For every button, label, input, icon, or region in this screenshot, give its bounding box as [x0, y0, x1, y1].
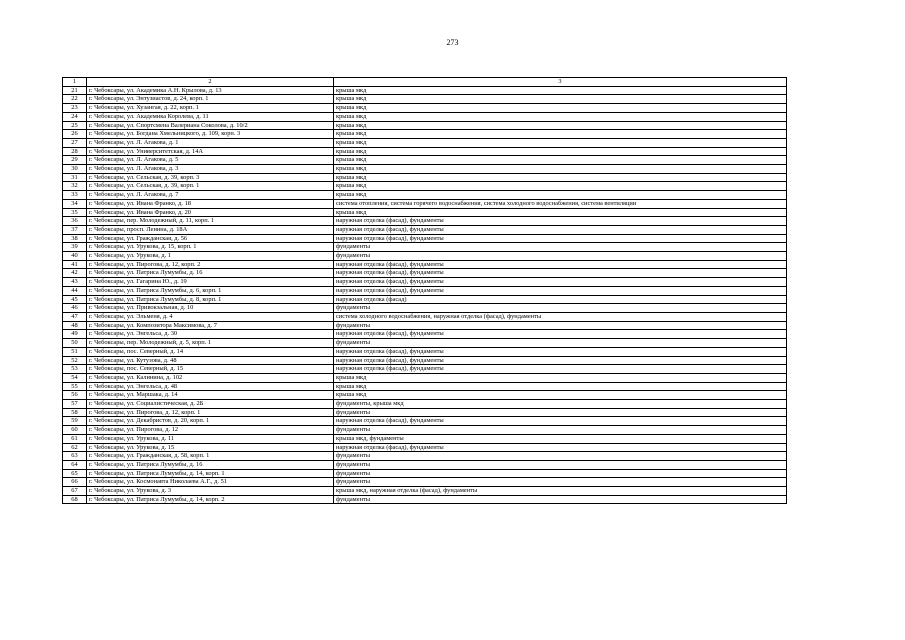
page-number: 273: [446, 38, 459, 47]
row-number: 60: [63, 426, 87, 435]
works-cell: наружная отделка (фасад), фундаменты: [334, 443, 787, 452]
address-cell: г. Чебоксары, ул. Урукова, д. 11: [87, 434, 334, 443]
address-cell: г. Чебоксары, ул. Ивана Франко, д. 18: [87, 199, 334, 208]
table-row: [63, 243, 787, 252]
table-row: [63, 173, 787, 182]
works-cell: наружная отделка (фасад), фундаменты: [334, 330, 787, 339]
address-cell: г. Чебоксары, ул. Маршака, д. 14: [87, 391, 334, 400]
header-cell-3: 3: [334, 78, 787, 87]
address-cell: г. Чебоксары, ул. Патриса Лумумбы, д. 8, корп. 1: [87, 295, 334, 304]
address-cell: г. Чебоксары, ул. Спортсмена Валериана Соколова, д. 10/2: [87, 121, 334, 130]
row-number: 31: [63, 173, 87, 182]
address-cell: г. Чебоксары, просп. Ленина, д. 18А: [87, 225, 334, 234]
address-cell: г. Чебоксары, ул. Сельская, д. 39, корп. 3: [87, 173, 334, 182]
address-cell: г. Чебоксары, пос. Северный, д. 15: [87, 365, 334, 374]
works-cell: крыша мкд: [334, 391, 787, 400]
address-cell: г. Чебоксары, ул. Академика А.Н. Крылова, д. 13: [87, 86, 334, 95]
row-number: 26: [63, 130, 87, 139]
address-cell: г. Чебоксары, ул. Хузангая, д. 22, корп. 1: [87, 104, 334, 113]
row-number: 47: [63, 312, 87, 321]
table-row: [63, 269, 787, 278]
row-number: 48: [63, 321, 87, 330]
row-number: 55: [63, 382, 87, 391]
table-row: [63, 443, 787, 452]
table-row: [63, 373, 787, 382]
works-cell: наружная отделка (фасад), фундаменты: [334, 347, 787, 356]
works-cell: крыша мкд: [334, 121, 787, 130]
works-cell: фундаменты: [334, 460, 787, 469]
address-cell: г. Чебоксары, пер. Молодежный, д. 11, корп. 1: [87, 217, 334, 226]
table-row: [63, 330, 787, 339]
works-cell: фундаменты: [334, 408, 787, 417]
address-cell: г. Чебоксары, ул. Урукова, д. 15, корп. 1: [87, 243, 334, 252]
address-cell: г. Чебоксары, ул. Декабристов, д. 20, корп. 1: [87, 417, 334, 426]
works-cell: крыша мкд: [334, 165, 787, 174]
row-number: 40: [63, 252, 87, 261]
works-cell: фундаменты: [334, 426, 787, 435]
table-row: [63, 460, 787, 469]
works-cell: фундаменты: [334, 252, 787, 261]
table-row: [63, 217, 787, 226]
address-cell: г. Чебоксары, ул. Л. Агакова, д. 1: [87, 138, 334, 147]
table-row: [63, 478, 787, 487]
address-cell: г. Чебоксары, ул. Социалистическая, д. 2Б: [87, 400, 334, 409]
works-cell: наружная отделка (фасад), фундаменты: [334, 225, 787, 234]
table-row: [63, 356, 787, 365]
table-row: [63, 130, 787, 139]
table-row: [63, 426, 787, 435]
works-cell: наружная отделка (фасад), фундаменты: [334, 260, 787, 269]
row-number: 33: [63, 191, 87, 200]
address-cell: г. Чебоксары, ул. Пирогова, д. 12: [87, 426, 334, 435]
works-cell: наружная отделка (фасад), фундаменты: [334, 234, 787, 243]
address-cell: г. Чебоксары, ул. Патриса Лумумбы, д. 14, корп. 1: [87, 469, 334, 478]
address-cell: г. Чебоксары, ул. Энгельса, д. 30: [87, 330, 334, 339]
row-number: 54: [63, 373, 87, 382]
row-number: 35: [63, 208, 87, 217]
works-cell: крыша мкд, наружная отделка (фасад), фундаменты: [334, 487, 787, 496]
table-header: [63, 78, 787, 87]
table-row: [63, 295, 787, 304]
works-cell: крыша мкд: [334, 382, 787, 391]
row-number: 43: [63, 278, 87, 287]
table-row: [63, 252, 787, 261]
row-number: 49: [63, 330, 87, 339]
table-row: [63, 408, 787, 417]
header-cell-2: 2: [87, 78, 334, 87]
works-cell: наружная отделка (фасад), фундаменты: [334, 269, 787, 278]
works-cell: крыша мкд, фундаменты: [334, 434, 787, 443]
table-row: [63, 365, 787, 374]
table-row: [63, 417, 787, 426]
works-cell: фундаменты: [334, 304, 787, 313]
table-row: [63, 104, 787, 113]
row-number: 21: [63, 86, 87, 95]
address-cell: г. Чебоксары, ул. Сельская, д. 39, корп. 1: [87, 182, 334, 191]
address-cell: г. Чебоксары, ул. Ивана Франко, д. 20: [87, 208, 334, 217]
table-row: [63, 382, 787, 391]
row-number: 65: [63, 469, 87, 478]
works-cell: фундаменты: [334, 243, 787, 252]
row-number: 51: [63, 347, 87, 356]
works-cell: фундаменты: [334, 495, 787, 504]
works-cell: крыша мкд: [334, 130, 787, 139]
works-cell: крыша мкд: [334, 182, 787, 191]
works-cell: крыша мкд: [334, 147, 787, 156]
row-number: 56: [63, 391, 87, 400]
table-row: [63, 112, 787, 121]
works-cell: наружная отделка (фасад), фундаменты: [334, 286, 787, 295]
works-cell: фундаменты, крыша мкд: [334, 400, 787, 409]
row-number: 66: [63, 478, 87, 487]
table-row: [63, 225, 787, 234]
row-number: 32: [63, 182, 87, 191]
row-number: 57: [63, 400, 87, 409]
address-cell: г. Чебоксары, ул. Патриса Лумумбы, д. 16: [87, 460, 334, 469]
works-cell: наружная отделка (фасад), фундаменты: [334, 278, 787, 287]
row-number: 63: [63, 452, 87, 461]
table-row: [63, 321, 787, 330]
address-cell: г. Чебоксары, пос. Северный, д. 14: [87, 347, 334, 356]
header-row: [63, 78, 787, 87]
row-number: 61: [63, 434, 87, 443]
table-row: [63, 165, 787, 174]
row-number: 36: [63, 217, 87, 226]
table-row: [63, 86, 787, 95]
address-table: [62, 77, 787, 504]
works-cell: крыша мкд: [334, 173, 787, 182]
address-cell: г. Чебоксары, ул. Энтузиастов, д. 24, корп. 1: [87, 95, 334, 104]
address-cell: г. Чебоксары, ул. Богдана Хмельницкого, д. 109, корп. 3: [87, 130, 334, 139]
address-cell: г. Чебоксары, ул. Академика Королева, д. 11: [87, 112, 334, 121]
row-number: 23: [63, 104, 87, 113]
row-number: 52: [63, 356, 87, 365]
works-cell: наружная отделка (фасад): [334, 295, 787, 304]
row-number: 58: [63, 408, 87, 417]
works-cell: наружная отделка (фасад), фундаменты: [334, 217, 787, 226]
works-cell: крыша мкд: [334, 373, 787, 382]
works-cell: система холодного водоснабжения, наружная отделка (фасад), фундаменты: [334, 312, 787, 321]
table-row: [63, 147, 787, 156]
row-number: 39: [63, 243, 87, 252]
table-row: [63, 260, 787, 269]
works-cell: крыша мкд: [334, 95, 787, 104]
address-cell: г. Чебоксары, ул. Космонавта Николаева А.Г., д. 51: [87, 478, 334, 487]
row-number: 37: [63, 225, 87, 234]
table-row: [63, 182, 787, 191]
works-cell: крыша мкд: [334, 104, 787, 113]
table-row: [63, 208, 787, 217]
header-cell-1: 1: [63, 78, 87, 87]
address-cell: г. Чебоксары, ул. Гражданская, д. 58, корп. 1: [87, 452, 334, 461]
table-row: [63, 234, 787, 243]
row-number: 59: [63, 417, 87, 426]
row-number: 44: [63, 286, 87, 295]
address-cell: г. Чебоксары, ул. Л. Агакова, д. 7: [87, 191, 334, 200]
works-cell: фундаменты: [334, 478, 787, 487]
row-number: 22: [63, 95, 87, 104]
row-number: 38: [63, 234, 87, 243]
address-cell: г. Чебоксары, ул. Л. Агакова, д. 3: [87, 165, 334, 174]
row-number: 34: [63, 199, 87, 208]
works-cell: крыша мкд: [334, 86, 787, 95]
works-cell: крыша мкд: [334, 191, 787, 200]
row-number: 67: [63, 487, 87, 496]
row-number: 64: [63, 460, 87, 469]
row-number: 53: [63, 365, 87, 374]
table-row: [63, 286, 787, 295]
address-cell: г. Чебоксары, ул. Университетская, д. 14А: [87, 147, 334, 156]
table-row: [63, 304, 787, 313]
address-cell: г. Чебоксары, ул. Урукова, д. 1: [87, 252, 334, 261]
table-row: [63, 278, 787, 287]
table-row: [63, 156, 787, 165]
address-cell: г. Чебоксары, ул. Композитора Максимова, д. 7: [87, 321, 334, 330]
table-row: [63, 452, 787, 461]
address-cell: г. Чебоксары, ул. Эльменя, д. 4: [87, 312, 334, 321]
address-cell: г. Чебоксары, пер. Молодежный, д. 5, корп. 1: [87, 339, 334, 348]
table-row: [63, 469, 787, 478]
address-cell: г. Чебоксары, ул. Гражданская, д. 56: [87, 234, 334, 243]
row-number: 27: [63, 138, 87, 147]
table-row: [63, 347, 787, 356]
works-cell: фундаменты: [334, 469, 787, 478]
row-number: 41: [63, 260, 87, 269]
table-row: [63, 434, 787, 443]
table-row: [63, 495, 787, 504]
address-cell: г. Чебоксары, ул. Пирогова, д. 12, корп. 2: [87, 260, 334, 269]
address-cell: г. Чебоксары, ул. Кутузова, д. 48: [87, 356, 334, 365]
row-number: 30: [63, 165, 87, 174]
works-cell: фундаменты: [334, 452, 787, 461]
table-row: [63, 199, 787, 208]
row-number: 68: [63, 495, 87, 504]
address-cell: г. Чебоксары, ул. Калинина, д. 102: [87, 373, 334, 382]
works-cell: крыша мкд: [334, 112, 787, 121]
row-number: 25: [63, 121, 87, 130]
address-cell: г. Чебоксары, ул. Энгельса, д. 48: [87, 382, 334, 391]
row-number: 28: [63, 147, 87, 156]
row-number: 45: [63, 295, 87, 304]
row-number: 42: [63, 269, 87, 278]
table-row: [63, 339, 787, 348]
address-cell: г. Чебоксары, ул. Л. Агакова, д. 5: [87, 156, 334, 165]
table-body: [63, 86, 787, 504]
table-row: [63, 400, 787, 409]
address-cell: г. Чебоксары, ул. Патриса Лумумбы, д. 14, корп. 2: [87, 495, 334, 504]
address-cell: г. Чебоксары, ул. Пирогова, д. 12, корп. 1: [87, 408, 334, 417]
works-cell: наружная отделка (фасад), фундаменты: [334, 365, 787, 374]
works-cell: фундаменты: [334, 339, 787, 348]
table-row: [63, 121, 787, 130]
table-row: [63, 138, 787, 147]
works-cell: наружная отделка (фасад), фундаменты: [334, 417, 787, 426]
table-row: [63, 191, 787, 200]
works-cell: наружная отделка (фасад), фундаменты: [334, 356, 787, 365]
address-cell: г. Чебоксары, ул. Урукова, д. 3: [87, 487, 334, 496]
table-row: [63, 391, 787, 400]
works-cell: крыша мкд: [334, 138, 787, 147]
works-cell: крыша мкд: [334, 156, 787, 165]
row-number: 46: [63, 304, 87, 313]
works-cell: система отопления, система горячего водоснабжения, система холодного водоснабжения, система вентиляции: [334, 199, 787, 208]
address-cell: г. Чебоксары, ул. Патриса Лумумбы, д. 6, корп. 1: [87, 286, 334, 295]
table-row: [63, 487, 787, 496]
address-cell: г. Чебоксары, ул. Урукова, д. 15: [87, 443, 334, 452]
address-cell: г. Чебоксары, ул. Привокзальная, д. 10: [87, 304, 334, 313]
row-number: 50: [63, 339, 87, 348]
table-row: [63, 312, 787, 321]
row-number: 29: [63, 156, 87, 165]
works-cell: фундаменты: [334, 321, 787, 330]
address-cell: г. Чебоксары, ул. Гагарина Ю., д. 19: [87, 278, 334, 287]
works-cell: крыша мкд: [334, 208, 787, 217]
row-number: 62: [63, 443, 87, 452]
address-cell: г. Чебоксары, ул. Патриса Лумумбы, д. 16: [87, 269, 334, 278]
row-number: 24: [63, 112, 87, 121]
table-row: [63, 95, 787, 104]
